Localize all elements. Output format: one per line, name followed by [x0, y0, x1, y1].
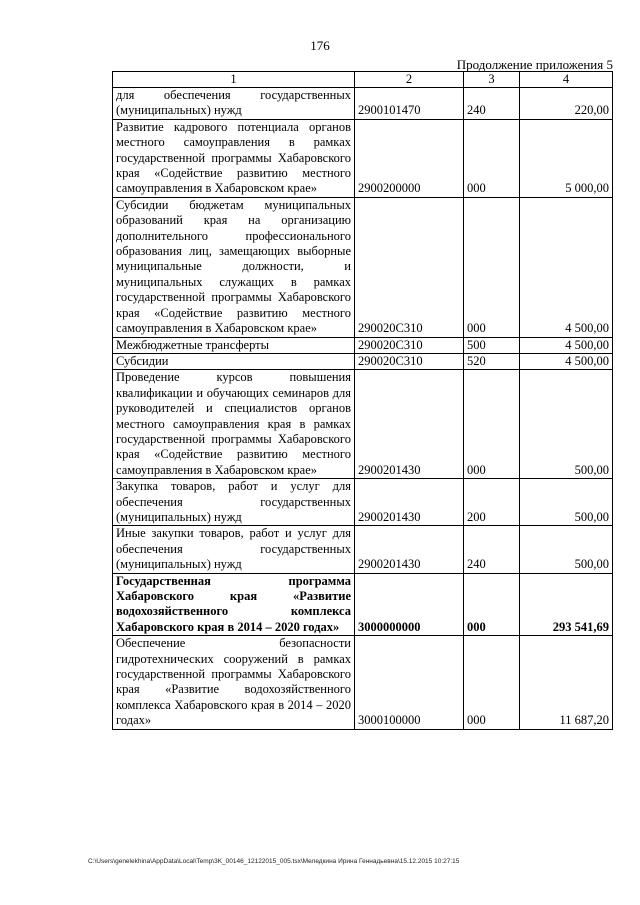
- row-name: Иные закупки товаров, работ и услуг для обеспечения государственных (муниципальных) нужд: [113, 526, 355, 573]
- row-amount: 500,00: [520, 370, 613, 479]
- row-code: 290020С310: [355, 337, 464, 353]
- row-name: Субсидии: [113, 353, 355, 369]
- row-type: 000: [464, 370, 520, 479]
- row-amount: 500,00: [520, 479, 613, 526]
- row-code: 3000100000: [355, 636, 464, 729]
- row-type: 000: [464, 197, 520, 337]
- footer-file-path: C:\Users\genelekhina\AppData\Local\Temp\3K_00146_12122015_005.tsx\Меледкина Ирина Геннадьевна\15.12.2015 10:27:15: [88, 858, 460, 865]
- row-code: 2900200000: [355, 119, 464, 197]
- column-header-2: 2: [355, 72, 464, 88]
- row-type: 000: [464, 636, 520, 729]
- row-name: Проведение курсов повышения квалификации и обучающих семинаров для руководителей и специалистов органов местного самоуправления края в рамках государственной программы Хабаровского края «Содействие развитию местного самоуправления в Хабаровском крае»: [113, 370, 355, 479]
- table-row: [113, 526, 613, 573]
- row-name: Закупка товаров, работ и услуг для обеспечения государственных (муниципальных) нужд: [113, 479, 355, 526]
- table-row: [113, 88, 613, 120]
- column-header-4: 4: [520, 72, 613, 88]
- table-row: [113, 636, 613, 729]
- table-row: [113, 197, 613, 337]
- row-name: Государственная программа Хабаровского края «Развитие водохозяйственного комплекса Хабаровского края в 2014 – 2020 годах»: [113, 573, 355, 636]
- column-header-3: 3: [464, 72, 520, 88]
- budget-table: [112, 71, 613, 730]
- table-row: [113, 370, 613, 479]
- row-code: 290020С310: [355, 353, 464, 369]
- row-amount: 4 500,00: [520, 197, 613, 337]
- table-row-program: [113, 573, 613, 636]
- table-row: [113, 353, 613, 369]
- row-code: 2900201430: [355, 479, 464, 526]
- table-row: [113, 337, 613, 353]
- row-type: 240: [464, 88, 520, 120]
- row-code: 290020С310: [355, 197, 464, 337]
- row-name: Субсидии бюджетам муниципальных образований края на организацию дополнительного профессионального образования лиц, замещающих выборные муниципальные должности, и муниципальных служащих в рамках государственной программы Хабаровского края «Содействие развитию местного самоуправления в Хабаровском крае»: [113, 197, 355, 337]
- row-code: 2900201430: [355, 526, 464, 573]
- row-amount: 500,00: [520, 526, 613, 573]
- row-code: 2900201430: [355, 370, 464, 479]
- row-type: 240: [464, 526, 520, 573]
- page-number: 176: [310, 38, 330, 53]
- row-amount: 4 500,00: [520, 353, 613, 369]
- row-code: 3000000000: [355, 573, 464, 636]
- row-type: 520: [464, 353, 520, 369]
- row-amount: 4 500,00: [520, 337, 613, 353]
- row-name: Обеспечение безопасности гидротехнических сооружений в рамках государственной программы Хабаровского края «Развитие водохозяйственного комплекса Хабаровского края в 2014 – 2020 годах»: [113, 636, 355, 729]
- row-amount: 5 000,00: [520, 119, 613, 197]
- row-code: 2900101470: [355, 88, 464, 120]
- row-name: Межбюджетные трансферты: [113, 337, 355, 353]
- row-name: Развитие кадрового потенциала органов местного самоуправления в рамках государственной программы Хабаровского края «Содействие развитию местного самоуправления в Хабаровском крае»: [113, 119, 355, 197]
- row-type: 000: [464, 573, 520, 636]
- table-row: [113, 119, 613, 197]
- row-type: 500: [464, 337, 520, 353]
- row-type: 200: [464, 479, 520, 526]
- row-type: 000: [464, 119, 520, 197]
- column-header-1: 1: [113, 72, 355, 88]
- row-name: для обеспечения государственных (муниципальных) нужд: [113, 88, 355, 120]
- row-amount: 293 541,69: [520, 573, 613, 636]
- header-row: [113, 72, 613, 88]
- row-amount: 11 687,20: [520, 636, 613, 729]
- row-amount: 220,00: [520, 88, 613, 120]
- table-row: [113, 479, 613, 526]
- table-body: [113, 88, 613, 730]
- continuation-label: Продолжение приложения 5: [456, 57, 613, 72]
